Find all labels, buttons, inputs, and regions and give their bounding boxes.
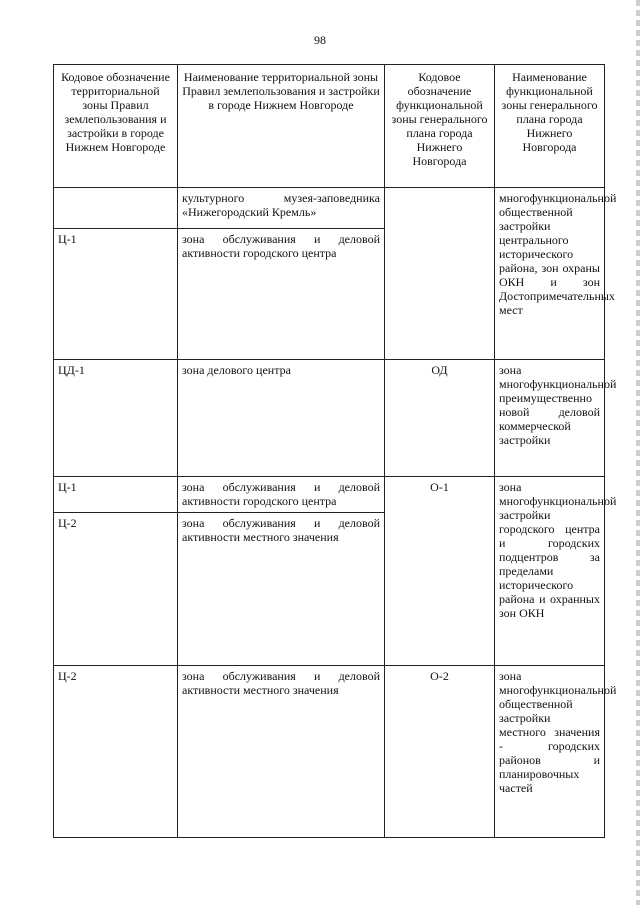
functional-name-cell: многофункциональной общественной застройки центрального исторического района, зон охраны ОКН и зон Достопримечательных мест — [495, 188, 605, 360]
functional-name-cell: зона многофункциональной застройки городского центра и городских подцентров за пределами исторического района и охранных зон ОКН — [495, 477, 605, 666]
scan-edge-strip — [636, 0, 640, 905]
table-row — [54, 188, 605, 229]
table-row — [54, 477, 605, 513]
territorial-name-cell: зона обслуживания и деловой активности городского центра — [178, 229, 385, 360]
territorial-code-cell — [54, 188, 178, 229]
territorial-code-cell: Ц-2 — [54, 666, 178, 838]
territorial-code-cell: Ц-1 — [54, 229, 178, 360]
territorial-name-cell: культурного музея-заповедника «Нижегородский Кремль» — [178, 188, 385, 229]
functional-code-cell: ОД — [385, 360, 495, 477]
zoning-table — [53, 64, 617, 838]
page-number: 98 — [314, 33, 326, 47]
header-functional-code: Кодовое обозначение функциональной зоны генерального плана города Нижнего Новгорода — [385, 65, 495, 188]
territorial-code-cell: ЦД-1 — [54, 360, 178, 477]
table-row — [54, 666, 605, 838]
functional-name-cell: зона многофункциональной преимущественно новой деловой коммерческой застройки — [495, 360, 605, 477]
header-row — [54, 65, 605, 188]
header-functional-name: Наименование функциональной зоны генерального плана города Нижнего Новгорода — [495, 65, 605, 188]
territorial-name-cell: зона обслуживания и деловой активности местного значения — [178, 513, 385, 666]
functional-code-cell: О-1 — [385, 477, 495, 666]
functional-code-cell — [385, 188, 495, 360]
header-territorial-code: Кодовое обозначение территориальной зоны Правил землепользования и застройки в городе Нижнем Новгороде — [54, 65, 178, 188]
territorial-name-cell: зона обслуживания и деловой активности городского центра — [178, 477, 385, 513]
header-territorial-name: Наименование территориальной зоны Правил землепользования и застройки в городе Нижнем Новгороде — [178, 65, 385, 188]
functional-name-cell: зона многофункциональной общественной застройки местного значения - городских районов и планировочных частей — [495, 666, 605, 838]
functional-code-cell: О-2 — [385, 666, 495, 838]
territorial-code-cell: Ц-1 — [54, 477, 178, 513]
territorial-code-cell: Ц-2 — [54, 513, 178, 666]
territorial-name-cell: зона делового центра — [178, 360, 385, 477]
territorial-name-cell: зона обслуживания и деловой активности местного значения — [178, 666, 385, 838]
table-row — [54, 360, 605, 477]
